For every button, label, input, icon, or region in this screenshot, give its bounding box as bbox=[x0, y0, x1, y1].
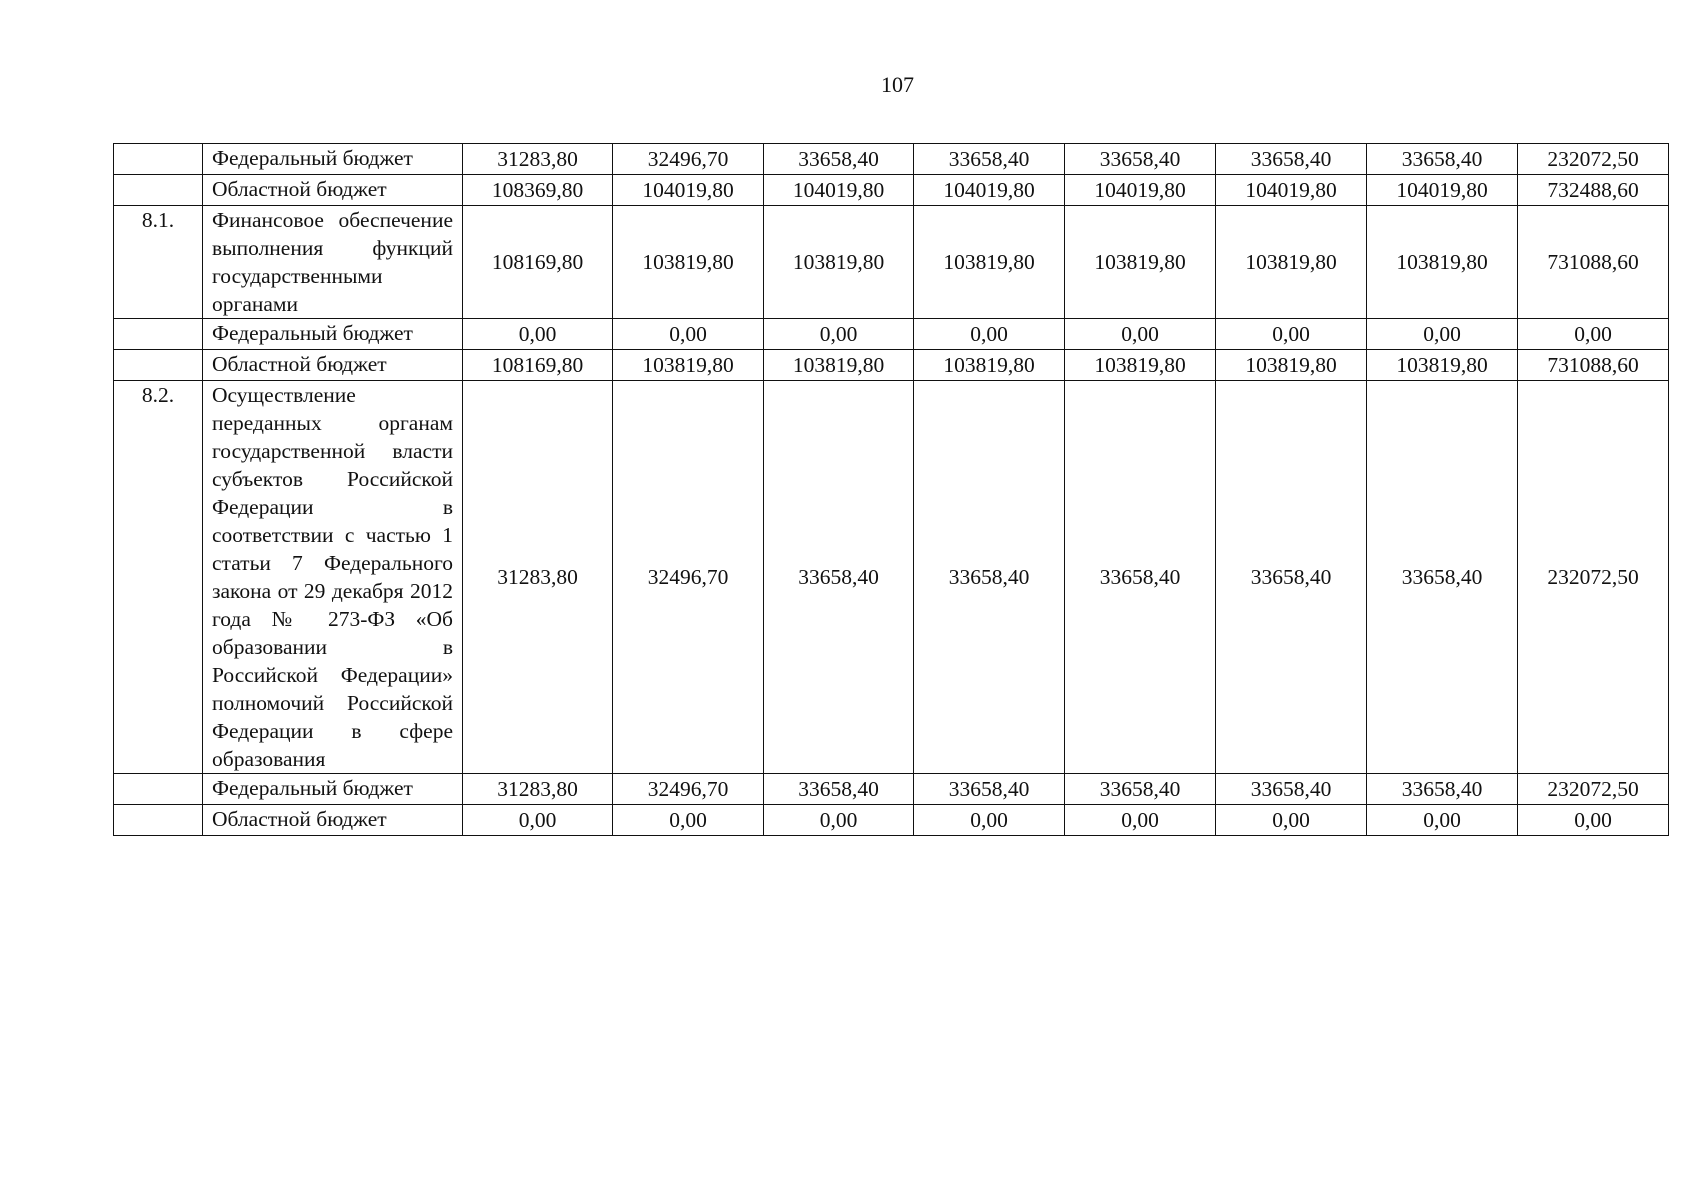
table-row bbox=[114, 319, 1669, 350]
value-cell: 103819,80 bbox=[1216, 350, 1367, 381]
value-cell: 103819,80 bbox=[613, 350, 764, 381]
total-cell: 731088,60 bbox=[1518, 206, 1669, 319]
table-row bbox=[114, 175, 1669, 206]
value-cell: 31283,80 bbox=[463, 774, 613, 805]
value-cell: 33658,40 bbox=[1367, 144, 1518, 175]
value-cell: 33658,40 bbox=[1065, 144, 1216, 175]
value-cell: 103819,80 bbox=[1065, 350, 1216, 381]
total-cell: 732488,60 bbox=[1518, 175, 1669, 206]
budget-table bbox=[113, 143, 1669, 836]
value-cell: 108169,80 bbox=[463, 206, 613, 319]
row-index: 8.1. bbox=[114, 206, 203, 319]
total-cell: 0,00 bbox=[1518, 319, 1669, 350]
page-number: 107 bbox=[881, 72, 914, 97]
value-cell: 33658,40 bbox=[914, 774, 1065, 805]
value-cell: 33658,40 bbox=[914, 381, 1065, 774]
row-name: Финансовое обеспечение выполнения функций государственными органами bbox=[203, 206, 463, 319]
row-index bbox=[114, 805, 203, 836]
row-index bbox=[114, 319, 203, 350]
value-cell: 32496,70 bbox=[613, 774, 764, 805]
value-cell: 0,00 bbox=[1367, 319, 1518, 350]
value-cell: 103819,80 bbox=[1216, 206, 1367, 319]
total-cell: 0,00 bbox=[1518, 805, 1669, 836]
table-row bbox=[114, 350, 1669, 381]
value-cell: 0,00 bbox=[914, 319, 1065, 350]
value-cell: 0,00 bbox=[1065, 319, 1216, 350]
value-cell: 33658,40 bbox=[764, 381, 914, 774]
row-index: 8.2. bbox=[114, 381, 203, 774]
total-cell: 232072,50 bbox=[1518, 381, 1669, 774]
value-cell: 33658,40 bbox=[1216, 144, 1367, 175]
row-name: Федеральный бюджет bbox=[203, 774, 463, 805]
value-cell: 103819,80 bbox=[613, 206, 764, 319]
value-cell: 0,00 bbox=[764, 319, 914, 350]
value-cell: 33658,40 bbox=[1367, 774, 1518, 805]
value-cell: 103819,80 bbox=[914, 350, 1065, 381]
value-cell: 104019,80 bbox=[1065, 175, 1216, 206]
table-row bbox=[114, 206, 1669, 319]
value-cell: 0,00 bbox=[463, 319, 613, 350]
row-name: Осуществление переданных органам государственной власти субъектов Российской Федерации в соответствии с частью 1 статьи 7 Федерального закона от 29 декабря 2012 года № 273-ФЗ «Об образовании в Российской Федерации» полномочий Российской Федерации в сфере образования bbox=[203, 381, 463, 774]
table-row bbox=[114, 805, 1669, 836]
value-cell: 32496,70 bbox=[613, 144, 764, 175]
row-name: Областной бюджет bbox=[203, 175, 463, 206]
row-index bbox=[114, 175, 203, 206]
value-cell: 103819,80 bbox=[1065, 206, 1216, 319]
value-cell: 0,00 bbox=[1065, 805, 1216, 836]
value-cell: 103819,80 bbox=[1367, 206, 1518, 319]
row-name: Федеральный бюджет bbox=[203, 319, 463, 350]
row-index bbox=[114, 144, 203, 175]
total-cell: 731088,60 bbox=[1518, 350, 1669, 381]
value-cell: 0,00 bbox=[1216, 805, 1367, 836]
value-cell: 104019,80 bbox=[914, 175, 1065, 206]
value-cell: 0,00 bbox=[463, 805, 613, 836]
value-cell: 32496,70 bbox=[613, 381, 764, 774]
value-cell: 104019,80 bbox=[1216, 175, 1367, 206]
row-name: Областной бюджет bbox=[203, 805, 463, 836]
value-cell: 104019,80 bbox=[764, 175, 914, 206]
table-row bbox=[114, 381, 1669, 774]
table-row bbox=[114, 774, 1669, 805]
row-index bbox=[114, 774, 203, 805]
value-cell: 33658,40 bbox=[1216, 381, 1367, 774]
value-cell: 33658,40 bbox=[764, 144, 914, 175]
value-cell: 31283,80 bbox=[463, 381, 613, 774]
value-cell: 104019,80 bbox=[613, 175, 764, 206]
value-cell: 0,00 bbox=[1367, 805, 1518, 836]
value-cell: 33658,40 bbox=[1216, 774, 1367, 805]
value-cell: 33658,40 bbox=[1367, 381, 1518, 774]
row-index bbox=[114, 350, 203, 381]
value-cell: 103819,80 bbox=[764, 206, 914, 319]
value-cell: 103819,80 bbox=[764, 350, 914, 381]
value-cell: 31283,80 bbox=[463, 144, 613, 175]
value-cell: 33658,40 bbox=[914, 144, 1065, 175]
value-cell: 103819,80 bbox=[1367, 350, 1518, 381]
row-name: Федеральный бюджет bbox=[203, 144, 463, 175]
value-cell: 33658,40 bbox=[764, 774, 914, 805]
value-cell: 0,00 bbox=[613, 805, 764, 836]
total-cell: 232072,50 bbox=[1518, 144, 1669, 175]
value-cell: 0,00 bbox=[613, 319, 764, 350]
value-cell: 0,00 bbox=[1216, 319, 1367, 350]
row-name: Областной бюджет bbox=[203, 350, 463, 381]
value-cell: 0,00 bbox=[914, 805, 1065, 836]
table-row bbox=[114, 144, 1669, 175]
total-cell: 232072,50 bbox=[1518, 774, 1669, 805]
value-cell: 108169,80 bbox=[463, 350, 613, 381]
value-cell: 103819,80 bbox=[914, 206, 1065, 319]
value-cell: 104019,80 bbox=[1367, 175, 1518, 206]
value-cell: 33658,40 bbox=[1065, 381, 1216, 774]
value-cell: 108369,80 bbox=[463, 175, 613, 206]
value-cell: 33658,40 bbox=[1065, 774, 1216, 805]
value-cell: 0,00 bbox=[764, 805, 914, 836]
